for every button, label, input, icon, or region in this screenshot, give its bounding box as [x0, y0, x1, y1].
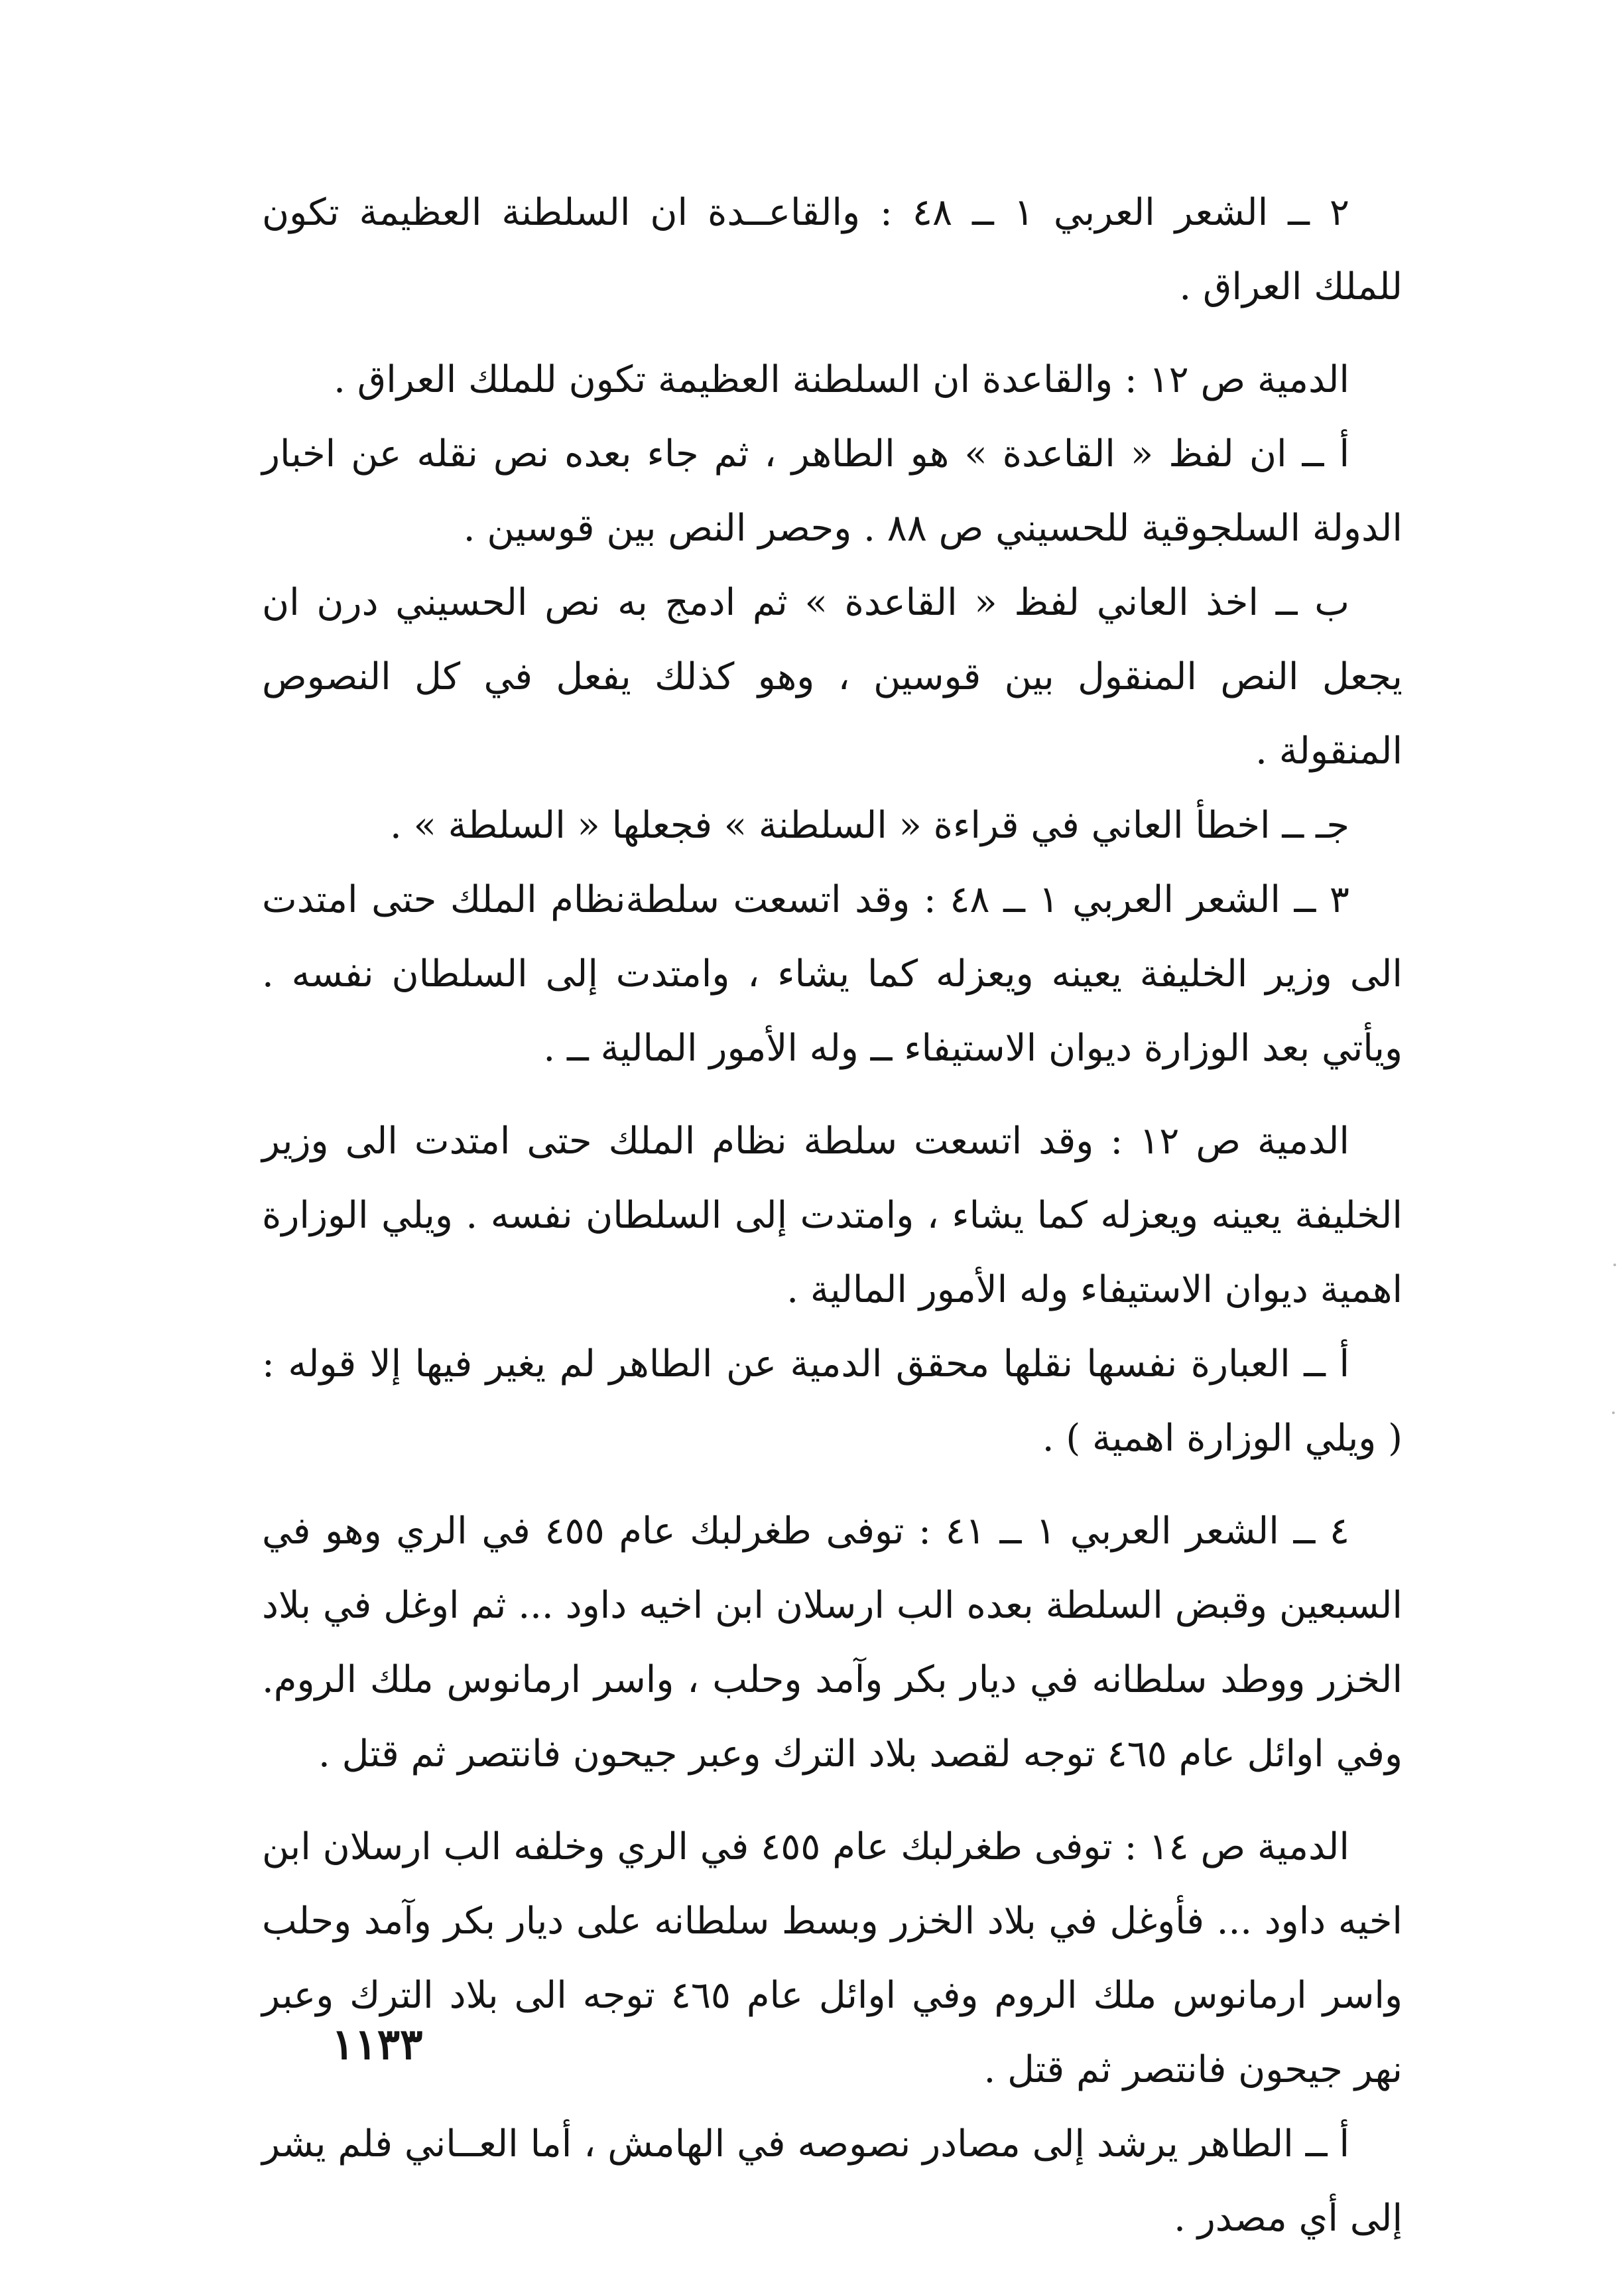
paragraph-note-ba: ب ــ اخذ العاني لفظ « القاعدة » ثم ادمج به نص الحسيني درن ان يجعل النص المنقول بين قوسين ، وهو كذلك يفعل في كل النصوص المنقولة . [262, 581, 1403, 773]
paragraph-dumya-p14-tughril: الدمية ص ١٤ : توفى طغرلبك عام ٤٥٥ في الري وخلفه الب ارسلان ابن اخيه داود ... فأوغل في بلاد الخزر وبسط سلطانه على ديار بكر وآمد وحلب واسر ارمانوس ملك الروم وفي اوائل عام ٤٦٥ توجه الى بلاد الترك وعبر نهر جيحون فانتصر ثم قتل . [262, 1825, 1403, 2091]
paragraph-dumya-p12-nizam: الدمية ص ١٢ : وقد اتسعت سلطة نظام الملك حتى امتدت الى وزير الخليفة يعينه ويعزله كما يشاء ، وامتدت إلى السلطان نفسه . ويلي الوزارة اهمية ديوان الاستيفاء وله الأمور المالية . [262, 1120, 1403, 1311]
paragraph-note-alif-3: أ ــ الطاهر يرشد إلى مصادر نصوصه في الهامش ، أما العــاني فلم يشر إلى أي مصدر . [262, 2122, 1403, 2240]
paragraph-item-2-arabic-poetry: ٢ ــ الشعر العربي ١ ــ ٤٨ : والقاعــدة ان السلطنة العظيمة تكون للملك العراق . [262, 191, 1403, 308]
page-number: ١١٣٣ [332, 2020, 423, 2069]
paragraph-item-3-arabic-poetry: ٣ ــ الشعر العربي ١ ــ ٤٨ : وقد اتسعت سلطةنظام الملك حتى امتدت الى وزير الخليفة يعينه ويعزله كما يشاء ، وامتدت إلى السلطان نفسه . ويأتي بعد الوزارة ديوان الاستيفاء ــ وله الأمور المالية ــ . [262, 878, 1403, 1070]
paragraph-note-alif-2: أ ــ العبارة نفسها نقلها محقق الدمية عن الطاهر لم يغير فيها إلا قوله : ( ويلي الوزارة اهمية ) . [262, 1342, 1403, 1460]
paragraph-dumya-p12-rule: الدمية ص ١٢ : والقاعدة ان السلطنة العظيمة تكون للملك العراق . [334, 358, 1349, 401]
paragraph-item-4-arabic-poetry: ٤ ــ الشعر العربي ١ ــ ٤١ : توفى طغرلبك عام ٤٥٥ في الري وهو في السبعين وقبض السلطة بعده الب ارسلان ابن اخيه داود ... ثم اوغل في بلاد الخزر ووطد سلطانه في ديار بكر وآمد وحلب ، واسر ارمانوس ملك الروم. وفي اوائل عام ٤٦٥ توجه لقصد بلاد الترك وعبر جيحون فانتصر ثم قتل . [262, 1510, 1403, 1776]
scan-speck [1612, 1411, 1615, 1414]
paragraph-note-alif: أ ــ ان لفظ « القاعدة » هو الطاهر ، ثم جاء بعده نص نقله عن اخبار الدولة السلجوقية للحسيني ص ٨٨ . وحصر النص بين قوسين . [262, 432, 1403, 550]
paragraph-note-jim: جـ ــ اخطأ العاني في قراءة « السلطنة » فجعلها « السلطة » . [390, 804, 1349, 847]
page-body-text [262, 176, 1403, 2256]
scan-speck [1613, 1264, 1616, 1266]
